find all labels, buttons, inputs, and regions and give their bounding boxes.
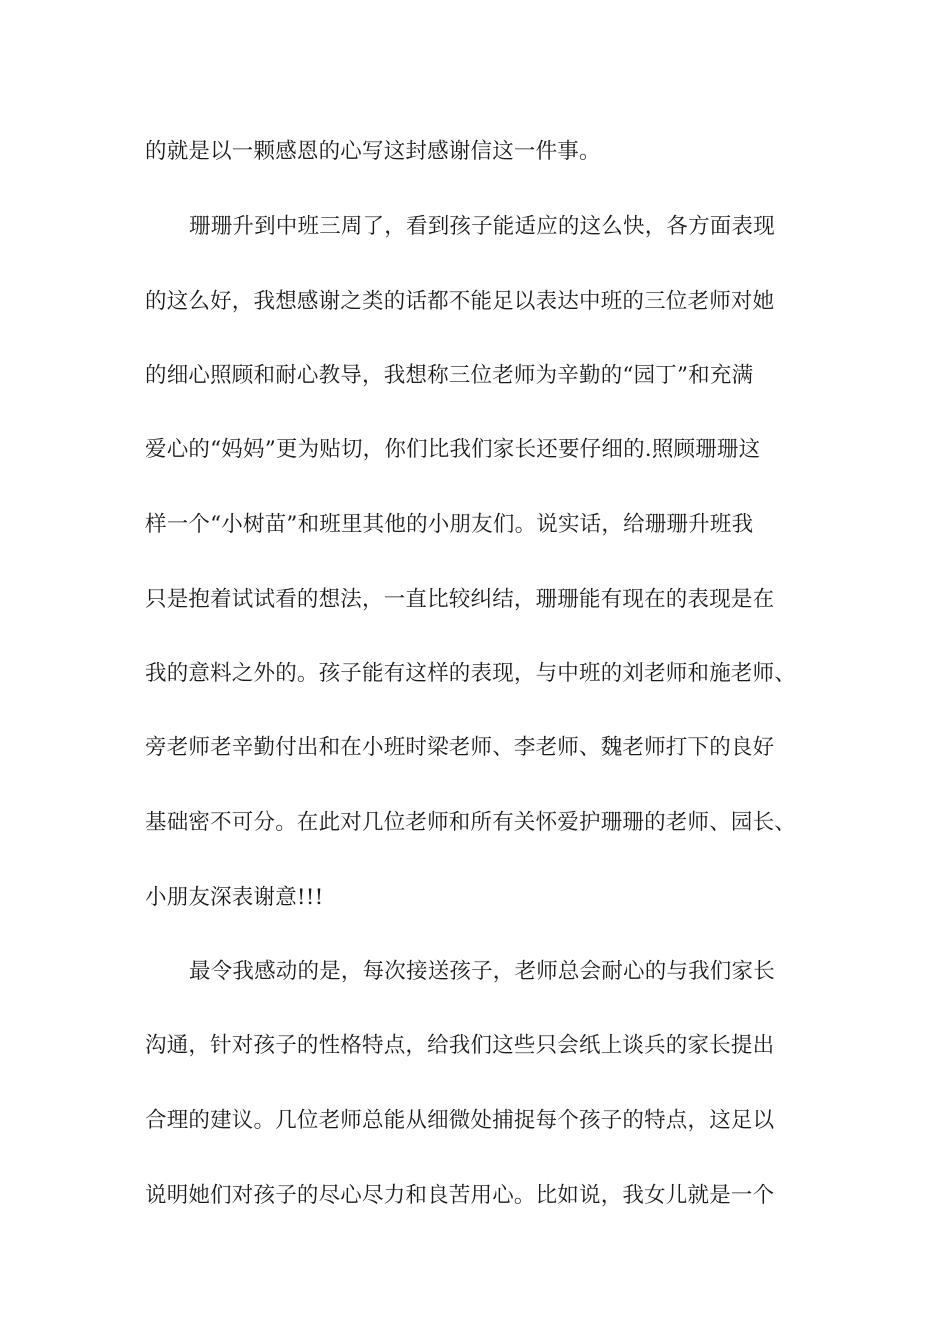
text-line-4: 的细心照顾和耐心教导，我想称三位老师为辛勤的“园丁”和充满 — [145, 363, 754, 388]
text-line-5: 爱心的“妈妈”更为贴切，你们比我们家长还要仔细的.照顾珊珊这 — [145, 437, 761, 462]
text-line-13: 沟通，针对孩子的性格特点，给我们这些只会纸上谈兵的家长提出 — [145, 1033, 775, 1058]
text-line-3: 的这么好，我想感谢之类的话都不能足以表达中班的三位老师对她 — [145, 289, 775, 314]
text-line-8: 我的意料之外的。孩子能有这样的表现，与中班的刘老师和施老师、 — [145, 661, 797, 686]
text-line-15: 说明她们对孩子的尽心尽力和良苦用心。比如说，我女儿就是一个 — [145, 1183, 775, 1208]
text-line-1: 的就是以一颗感恩的心写这封感谢信这一件事。 — [145, 139, 601, 164]
paragraph-start-line-12: 最令我感动的是，每次接送孩子，老师总会耐心的与我们家长 — [189, 959, 775, 984]
paragraph-start-line-2: 珊珊升到中班三周了，看到孩子能适应的这么快，各方面表现 — [189, 214, 775, 239]
text-line-6: 样一个“小树苗”和班里其他的小朋友们。说实话，给珊珊升班我 — [145, 512, 754, 537]
text-line-7: 只是抱着试试看的想法，一直比较纠结，珊珊能有现在的表现是在 — [145, 587, 775, 612]
text-line-9: 旁老师老辛勤付出和在小班时梁老师、李老师、魏老师打下的良好 — [145, 735, 775, 760]
text-line-11: 小朋友深表谢意!!! — [145, 885, 324, 910]
text-line-14: 合理的建议。几位老师总能从细微处捕捉每个孩子的特点，这足以 — [145, 1108, 775, 1133]
text-line-10: 基础密不可分。在此对几位老师和所有关怀爱护珊珊的老师、园长、 — [145, 810, 797, 835]
